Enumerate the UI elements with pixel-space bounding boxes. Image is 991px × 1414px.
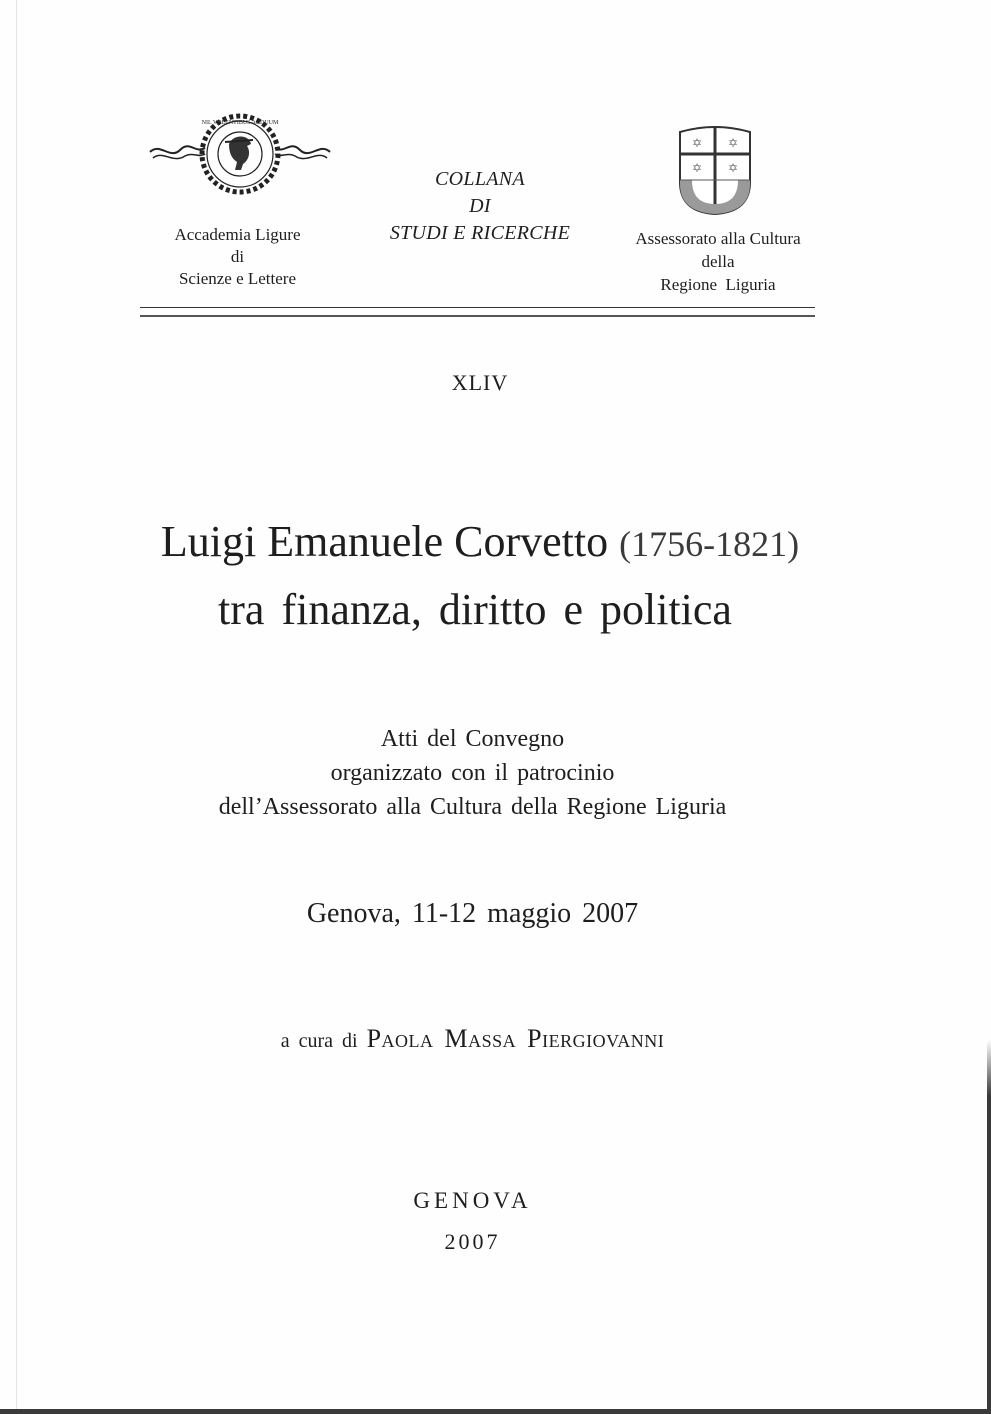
subtitle-line-3: dell’Assessorato alla Cultura della Regione Liguria xyxy=(218,794,727,820)
svg-text:✡: ✡ xyxy=(727,161,739,175)
header-rule-top xyxy=(140,307,815,308)
academy-line-3: Scienze e Lettere xyxy=(178,269,297,288)
svg-text:✡: ✡ xyxy=(691,136,703,150)
header-rule-bottom xyxy=(140,315,815,317)
academy-name xyxy=(140,224,335,290)
title-dates: (1756-1821) xyxy=(619,524,800,564)
book-title-line-1 xyxy=(0,512,960,574)
subtitle-line-2: organizzato con il patrocinio xyxy=(330,760,615,786)
volume-number: XLIV xyxy=(451,370,509,395)
series-line-3: STUDI E RICERCHE xyxy=(389,222,571,244)
series-line-2: DI xyxy=(469,195,491,217)
office-line-1: Assessorato alla Cultura xyxy=(635,229,801,248)
laurel-wreath-medallion-icon xyxy=(145,112,335,197)
academy-line-1: Accademia Ligure xyxy=(174,225,301,244)
editor-credit xyxy=(0,1024,945,1054)
imprint-place: GENOVA xyxy=(413,1188,532,1213)
subtitle xyxy=(0,722,945,824)
liguria-coat-of-arms-icon xyxy=(676,124,754,216)
office-line-2: della xyxy=(701,252,735,271)
series-name xyxy=(360,166,600,247)
svg-text:NIL VOLENTIBUS ARDUUM: NIL VOLENTIBUS ARDUUM xyxy=(201,120,279,126)
regional-office-name xyxy=(618,227,818,296)
svg-text:✡: ✡ xyxy=(727,136,739,150)
office-line-3: Regione Liguria xyxy=(660,275,776,294)
svg-text:✡: ✡ xyxy=(691,161,703,175)
series-line-1: COLLANA xyxy=(435,168,525,190)
editor-prefix: a cura di xyxy=(280,1030,358,1052)
scan-edge-bottom xyxy=(0,1409,991,1414)
subtitle-line-1: Atti del Convegno xyxy=(380,726,565,752)
academy-line-2: di xyxy=(230,247,245,266)
conference-dateline: Genova, 11-12 maggio 2007 xyxy=(306,898,639,929)
title-main: Luigi Emanuele Corvetto xyxy=(160,517,609,566)
scan-edge-right xyxy=(987,1040,991,1414)
imprint-year: 2007 xyxy=(444,1229,501,1254)
editor-name: Paola Massa Piergiovanni xyxy=(366,1024,665,1053)
book-title-line-2: tra finanza, diritto e politica xyxy=(218,585,732,634)
